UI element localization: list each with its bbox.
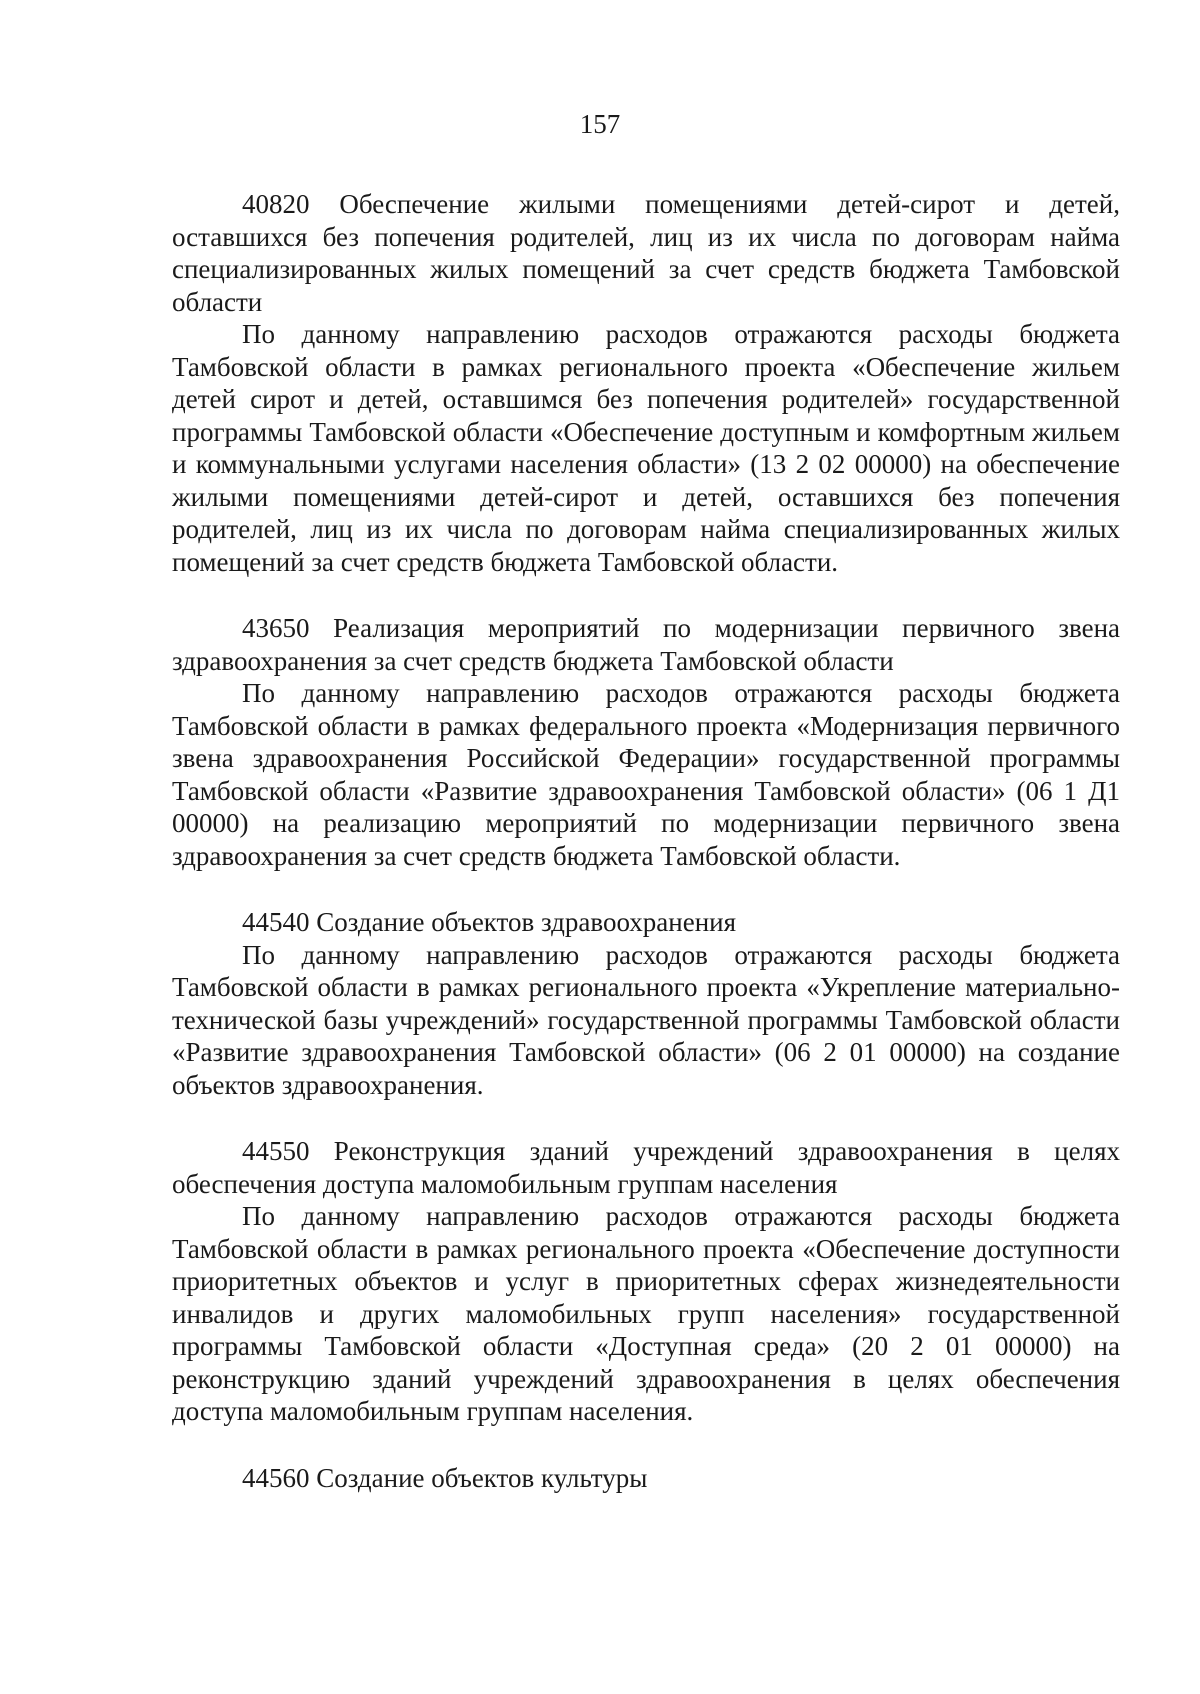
section-body: По данному направлению расходов отражаются расходы бюджета Тамбовской области в рамках регионального проекта «Обеспечение жильем детей сирот и детей, оставшимся без попечения родителей» государственной программы Тамбовской области «Обеспечение доступным и комфортным жильем и коммунальными услугами населения области» (13 2 02 00000) на обеспечение жилыми помещениями детей-сирот и детей, оставшихся без попечения родителей, лиц из их числа по договорам найма специализированных жилых помещений за счет средств бюджета Тамбовской области. <box>172 319 1120 577</box>
section-40820 <box>172 188 1120 578</box>
section-44550 <box>172 1135 1120 1428</box>
section-43650 <box>172 612 1120 872</box>
section-heading: 44550 Реконструкция зданий учреждений здравоохранения в целях обеспечения доступа маломобильным группам населения <box>172 1136 1120 1199</box>
document-body <box>172 188 1120 1494</box>
section-heading: 44540 Создание объектов здравоохранения <box>242 907 737 937</box>
section-44560 <box>172 1462 1120 1495</box>
section-heading: 40820 Обеспечение жилыми помещениями детей-сирот и детей, оставшихся без попечения родителей, лиц из их числа по договорам найма специализированных жилых помещений за счет средств бюджета Тамбовской области <box>172 189 1120 317</box>
section-44540 <box>172 906 1120 1101</box>
section-heading: 44560 Создание объектов культуры <box>242 1462 648 1493</box>
page-number: 157 <box>579 109 621 139</box>
section-body: По данному направлению расходов отражаются расходы бюджета Тамбовской области в рамках федерального проекта «Модернизация первичного звена здравоохранения Российской Федерации» государственной программы Тамбовской области «Развитие здравоохранения Тамбовской области» (06 1 Д1 00000) на реализацию мероприятий по модернизации первичного звена здравоохранения за счет средств бюджета Тамбовской области. <box>172 678 1120 871</box>
section-heading: 43650 Реализация мероприятий по модернизации первичного звена здравоохранения за счет средств бюджета Тамбовской области <box>172 613 1120 676</box>
section-body: По данному направлению расходов отражаются расходы бюджета Тамбовской области в рамках регионального проекта «Обеспечение доступности приоритетных объектов и услуг в приоритетных сферах жизнедеятельности инвалидов и других маломобильных групп населения» государственной программы Тамбовской области «Доступная среда» (20 2 01 00000) на реконструкцию зданий учреждений здравоохранения в целях обеспечения доступа маломобильным группам населения. <box>172 1201 1120 1426</box>
section-body: По данному направлению расходов отражаются расходы бюджета Тамбовской области в рамках регионального проекта «Укрепление материально-технической базы учреждений» государственной программы Тамбовской области «Развитие здравоохранения Тамбовской области» (06 2 01 00000) на создание объектов здравоохранения. <box>172 939 1120 1100</box>
